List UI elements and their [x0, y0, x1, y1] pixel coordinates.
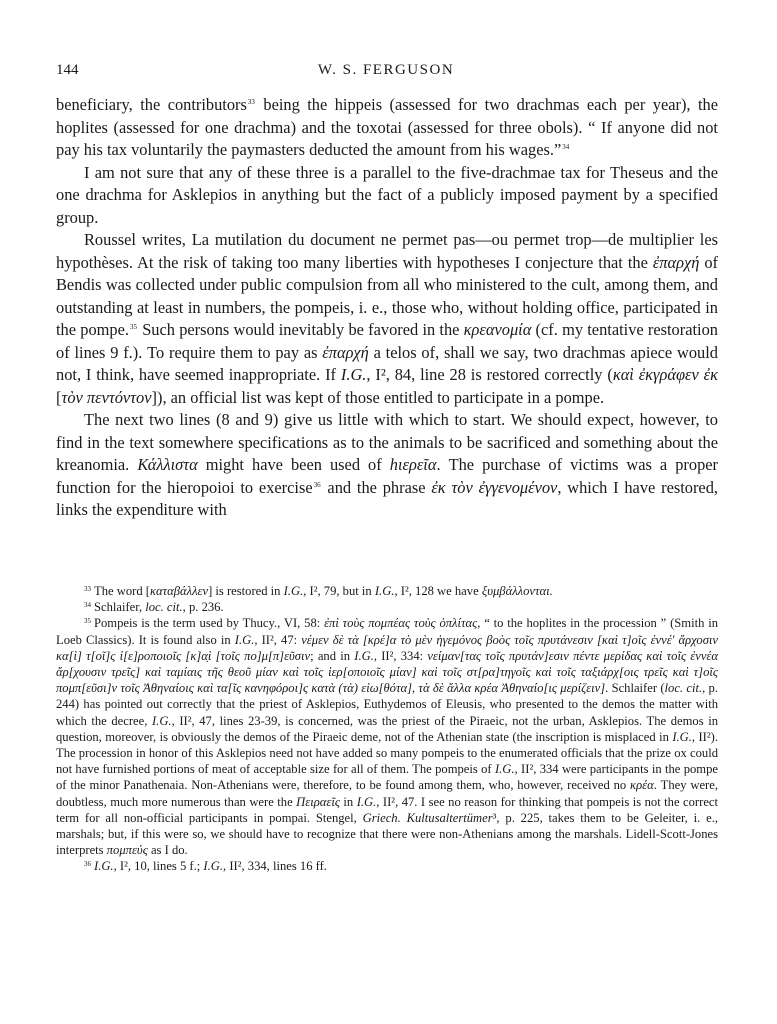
running-head-author: W. S. FERGUSON — [317, 62, 455, 78]
text-run: , I², 84, line 28 is restored correctly ( — [366, 365, 613, 384]
text-run: of Bendis was collected under public compulsion from all who ministered to the cult, among them, and outstanding at least in numbers, the pompeis, i. e., those who, without holding office, participated in the pompe. — [56, 252, 718, 339]
text-run: beneficiary, the contributors — [56, 95, 247, 114]
italic-text: ἐκ τὸν ἐγγενομένον — [431, 477, 558, 497]
italic-text: καταβάλλεν — [149, 584, 209, 598]
text-run: , II²). The procession in honor of this Asklepios need not have added so many pompeis to the enumerated officials that the prize ox could not have furnished portions of meat of acceptable size for all of them. The pompeis of — [56, 729, 718, 777]
text-run: . Schlaifer ( — [605, 681, 665, 696]
text-run: , “ to the hoplites in the procession ” (Smith in Loeb Classics). It is found also in — [56, 616, 719, 647]
italic-text: I.G. — [203, 859, 224, 874]
italic-text: I.G. — [94, 859, 114, 874]
paragraph — [56, 162, 718, 230]
text-run: , II², 334, lines 16 ff. — [223, 859, 327, 874]
text-run: , p. 244) has pointed out correctly that the priest of Asklepios, Euthydemos of Eleusis, who presented to the demos the matter with which the decree, — [56, 681, 718, 728]
italic-text: κρέα — [630, 778, 654, 793]
italic-text: τὸν πεντόντον — [61, 387, 152, 407]
italic-text: I.G. — [374, 584, 395, 598]
text-run: might have been used of — [197, 455, 390, 474]
footnote-ref: 34 — [562, 143, 570, 151]
footnote-number: 36 — [84, 860, 91, 869]
italic-text: Griech. Kultusaltertümer — [362, 810, 493, 825]
italic-text: loc. cit. — [145, 600, 183, 615]
text-run: Such persons would inevitably be favored in the — [137, 320, 464, 339]
text-run: , II², 334: — [373, 648, 428, 663]
italic-text: I.G. — [356, 794, 377, 809]
italic-text: I.G. — [672, 729, 692, 744]
text-run: ; and in — [310, 648, 355, 663]
page-number: 144 — [56, 62, 79, 78]
paragraph — [56, 409, 718, 522]
italic-text: ξυμβάλλονται. — [481, 584, 553, 598]
italic-text: I.G. — [354, 648, 374, 663]
text-run: ] is restored in — [208, 584, 284, 598]
italic-text: νείμαν[τας τοῖς πρυτάν]εσιν πέντε μερίδας καὶ τοῖς ἐννέα ἄρ[χουσιν τρεῖς] καὶ ταμίαις τῆς θεοῦ μίαν καὶ τοῖς ἱερ[οποιοῖς μίαν] καὶ τοῖς στ[ρα]τηγοῖς καὶ τοῖς ταξιάρχ[οις τρεῖς καὶ τ]οῖς πομπ[εῦσι]ν τοῖς Ἀθηναίοις καὶ τα[ῖς κανηφόροι]ς κατὰ (τὰ) εἰω[θότα], τὰ δὲ ἄλλα κρέα Ἀθηναίο[ις μερίζειν] — [56, 648, 718, 696]
italic-text: I.G. — [151, 713, 172, 728]
italic-text: ἐπαρχή — [652, 252, 700, 272]
italic-text: κρεανομία — [463, 320, 532, 339]
text-run: , I², 79, but in — [303, 584, 375, 598]
main-text — [56, 94, 718, 522]
italic-text: I.G. — [340, 365, 367, 384]
text-run: in — [339, 794, 357, 809]
text-run: , which I have restored, links the expenditure with — [56, 477, 718, 519]
italic-text: ἐπὶ τοὺς πομπέας τοὺς ὁπλίτας — [324, 616, 478, 631]
text-run: , II², 47, lines 23-39, is concerned, was the priest of the Piraeic, not the urban, Asklepios. The demos in question, moreover, is obviously the demos of the Piraeic deme, not of the Athenian state (the inscription is misplaced in — [56, 713, 718, 744]
footnote-ref: 36 — [313, 480, 321, 489]
paragraph — [56, 94, 718, 162]
italic-text: Κάλλιστα — [137, 455, 198, 474]
text-run: (cf. my tentative restoration of lines 9 f.). To require them to pay as — [56, 320, 718, 362]
footnote — [56, 599, 718, 615]
footnote — [56, 583, 718, 599]
footnote — [56, 615, 718, 858]
text-run: , I², 10, lines 5 f.; — [113, 859, 204, 874]
paragraph — [56, 229, 718, 409]
italic-text: ἐπαρχή — [322, 342, 369, 362]
footnote-ref: 33 — [247, 98, 255, 106]
footnote-ref: 35 — [129, 323, 137, 331]
text-run: The next two lines (8 and 9) give us little with which to start. We should expect, however, to find in the text somewhere specifications as to the animals to be sacrificed and something about the kreanomia. — [56, 410, 718, 474]
text-run: Roussel writes, La mutilation du document ne permet pas—ou permet trop—de multiplier les hypothèses. At the risk of taking too many liberties with hypotheses I conjecture that the — [56, 230, 718, 272]
footnote — [56, 858, 718, 874]
text-run: [ — [56, 387, 62, 407]
italic-text: loc. cit. — [664, 681, 703, 696]
italic-text: Πειραεῖς — [296, 794, 340, 809]
text-run: Schlaifer, — [94, 600, 146, 615]
text-run: a telos of, shall we say, two drachmas apiece would not, I think, have seemed inappropriate. If — [56, 342, 718, 384]
text-run: The word [ — [94, 584, 150, 598]
text-run: , I², 128 we have — [394, 584, 482, 598]
text-run: I am not sure that any of these three is a parallel to the five-drachmae tax for Theseus and the one drachma for Asklepios in anything but the fact of a publicly imposed payment by a specified group. — [56, 162, 718, 227]
text-run: . The purchase of victims was a proper function for the hieropoioi to exercise — [56, 455, 718, 497]
text-run: and the phrase — [321, 477, 432, 497]
italic-text: νέμεν δὲ τὰ [κρέ]α τὸ μὲν ἡγεμόνος βοὸς τοῖς πρυτάνεσιν [καὶ τ]οῖς ἐννέ' ἄρχοσιν κα[ὶ] τ[οῖ]ς ἱ[ε]ροποιοῖς [κ]α̣ὶ [τοῖς πο]μ[π]εῦσιν — [56, 632, 718, 663]
footnote-number: 34 — [84, 601, 91, 610]
footnote-number: 33 — [84, 585, 91, 593]
footnote-number: 35 — [84, 617, 91, 626]
text-run: , II², 47: — [254, 632, 302, 647]
italic-text: καὶ ἐκγράφεν ἐκ — [612, 365, 718, 384]
text-run: , II², 47. I see no reason for thinking that pompeis is not the correct term for all non-official participants in pompai. Stengel, — [56, 794, 719, 825]
text-run: being the hippeis (assessed for two drachmas each per year), the hoplites (assessed for one drachma) and the toxotai (assessed for three obols). “ If anyone did not pay his tax voluntarily the paymasters deducted the amount from his wages.” — [56, 95, 718, 159]
text-run: ]), an official list was kept of those entitled to participate in a pompe. — [151, 387, 605, 407]
text-run: . They were, doubtless, much more numerous than were the — [56, 778, 718, 809]
text-run: ³, p. 225, takes them to be Geleiter, i. e., marshals; but, if this were so, we should have to recognize that there were non-Athenians among the marshals. Lidell-Scott-Jones interprets — [56, 810, 719, 858]
footnotes — [56, 583, 718, 875]
italic-text: I.G. — [283, 584, 304, 598]
italic-text: I.G. — [494, 762, 515, 777]
italic-text: I.G. — [234, 632, 255, 647]
text-run: Pompeis is the term used by Thucy., VI, 58: — [94, 616, 325, 631]
text-run: as I do. — [147, 843, 188, 858]
running-header — [56, 62, 716, 84]
italic-text: hιερεῖα — [389, 455, 437, 474]
italic-text: πομπεύς — [106, 843, 148, 858]
text-run: , p. 236. — [182, 600, 224, 615]
text-run: , II², 334 were participants in the pompe of the minor Panathenaia. Non-Athenians were, therefore, to be found among them, who, however, received no — [56, 762, 718, 793]
